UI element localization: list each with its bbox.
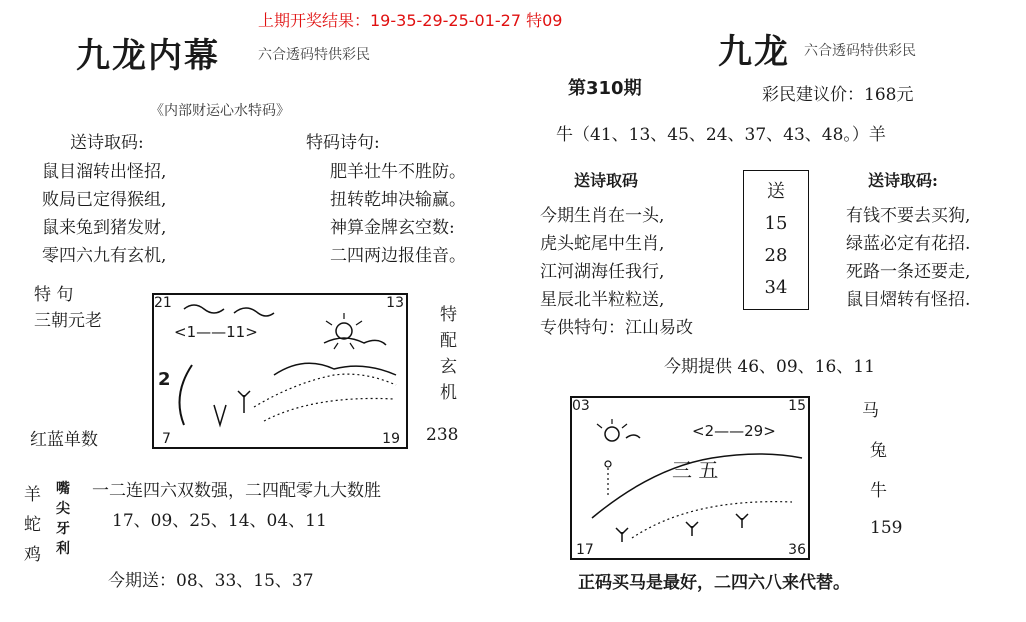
box-corner-br: 36	[788, 542, 806, 558]
box-text: 三 五	[672, 458, 719, 482]
left-poem-line: 败局已定得猴组,	[42, 190, 167, 210]
tooth-char: 嘴	[56, 481, 70, 497]
right-poem2-line: 绿蓝必定有花招.	[846, 234, 971, 254]
right-poem2-head: 送诗取码:	[868, 171, 938, 190]
sketch-drawing	[572, 398, 808, 558]
box-range: <1——11>	[174, 323, 258, 341]
left-inner-title: 《内部财运心水特码》	[150, 103, 290, 119]
box-range: <2——29>	[692, 422, 776, 440]
left-drawing-box	[152, 293, 408, 449]
box-corner-tl: 21	[154, 295, 172, 311]
send-box-number: 28	[764, 245, 788, 266]
right-poem1-line: 星辰北半粒粒送,	[540, 290, 665, 310]
left-title: 九龙内幕	[76, 36, 220, 76]
suggested-price: 彩民建议价：168元	[762, 85, 914, 105]
side-char: 配	[440, 331, 457, 351]
zodiac-char: 鸡	[24, 545, 41, 565]
box-corner-bl: 17	[576, 542, 594, 558]
box-corner-tr: 13	[386, 295, 404, 311]
side-char: 机	[440, 383, 457, 403]
side-zodiac: 马	[862, 401, 879, 421]
tooth-char: 利	[56, 541, 70, 557]
te-ju-label: 特 句	[34, 285, 74, 305]
side-char: 特	[440, 305, 457, 325]
right-poem1-head: 送诗取码	[574, 171, 639, 190]
send-box-label: 送	[767, 181, 785, 202]
box-number: 2	[158, 369, 171, 390]
sketch-drawing	[154, 295, 406, 447]
side-zodiac: 牛	[870, 481, 887, 501]
right-footer: 正码买马是最好，二四六八来代替。	[578, 573, 850, 593]
left-poem-line: 零四六九有玄机,	[42, 246, 167, 266]
right-poem2-line: 鼠目熠转有怪招.	[846, 290, 971, 310]
send-box-number: 34	[764, 277, 788, 298]
left-poem-line: 鼠目溜转出怪招,	[42, 162, 167, 182]
left-bottom-line: 一二连四六双数强，二四配零九大数胜	[92, 481, 381, 501]
box-corner-tr: 15	[788, 398, 806, 414]
box-corner-br: 19	[382, 431, 400, 447]
special-sentence: 专供特句：江山易改	[540, 318, 693, 338]
zodiac-char: 羊	[24, 485, 41, 505]
box-corner-tl: 03	[572, 398, 590, 414]
right-title: 九龙	[718, 32, 790, 72]
tooth-char: 牙	[56, 521, 70, 537]
hong-lan-label: 红蓝单数	[30, 430, 98, 450]
right-poem2-line: 有钱不要去买狗,	[846, 206, 971, 226]
right-drawing-box	[570, 396, 810, 560]
side-number: 159	[870, 518, 903, 538]
side-zodiac: 兔	[870, 441, 887, 461]
box-corner-bl: 7	[162, 431, 171, 447]
left-send-line: 今期送：08、33、15、37	[108, 571, 314, 591]
last-draw-result: 上期开奖结果：19-35-29-25-01-27 特09	[258, 11, 563, 30]
left-poem-head: 送诗取码:	[70, 133, 144, 153]
left-verse-line: 神算金牌玄空数:	[330, 218, 455, 238]
left-verse-line: 扭转乾坤决输赢。	[330, 190, 466, 210]
side-char: 玄	[440, 357, 457, 377]
right-subtitle: 六合透码特供彩民	[804, 43, 916, 59]
left-verse-line: 肥羊壮牛不胜防。	[330, 162, 466, 182]
san-chao-label: 三朝元老	[34, 311, 102, 331]
left-238: 238	[426, 425, 459, 445]
tooth-char: 尖	[56, 501, 70, 517]
left-bottom-numbers: 17、09、25、14、04、11	[112, 511, 327, 531]
provide-line: 今期提供 46、09、16、11	[664, 357, 875, 377]
left-verse-head: 特码诗句:	[306, 133, 380, 153]
left-verse-line: 二四两边报佳音。	[330, 246, 466, 266]
zodiac-char: 蛇	[24, 515, 41, 535]
send-box-number: 15	[764, 213, 788, 234]
left-subtitle: 六合透码特供彩民	[258, 47, 370, 63]
right-poem1-line: 江河湖海任我行,	[540, 262, 665, 282]
left-poem-line: 鼠来兔到猪发财,	[42, 218, 167, 238]
right-poem2-line: 死路一条还要走,	[846, 262, 971, 282]
niu-line: 牛（41、13、45、24、37、43、48。）羊	[556, 125, 886, 145]
right-poem1-line: 今期生肖在一头,	[540, 206, 665, 226]
issue-number: 第310期	[568, 78, 642, 99]
right-poem1-line: 虎头蛇尾中生肖,	[540, 234, 665, 254]
